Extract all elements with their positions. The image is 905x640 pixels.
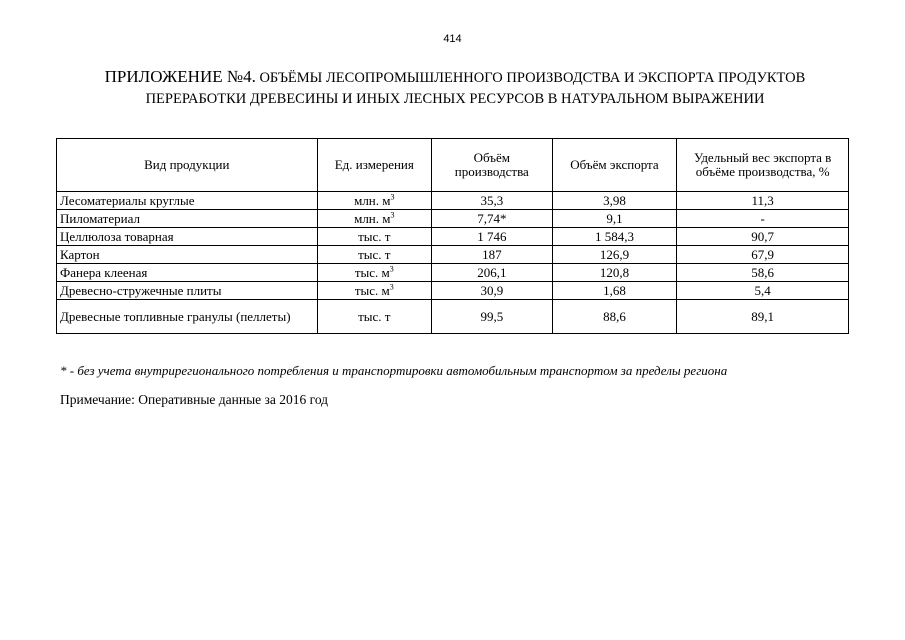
header-production: Объём производства: [432, 139, 553, 192]
page-number: 414: [443, 33, 462, 45]
table-row: [57, 210, 849, 228]
cell-unit: [317, 264, 431, 282]
cell-unit: [317, 192, 431, 210]
cell-export-share: 89,1: [677, 300, 849, 334]
header-export: Объём экспорта: [552, 139, 677, 192]
unit-superscript: 3: [389, 282, 394, 292]
cell-product: Пиломатериал: [57, 210, 318, 228]
production-export-table: [56, 138, 849, 334]
unit-superscript: 3: [389, 264, 394, 274]
note: Примечание: Оперативные данные за 2016 год: [60, 392, 329, 407]
cell-product: Лесоматериалы круглые: [57, 192, 318, 210]
unit-superscript: 3: [390, 192, 395, 202]
unit-text: тыс. т: [358, 228, 391, 244]
table-row: [57, 300, 849, 334]
appendix-title: [60, 66, 850, 110]
cell-production: 1 746: [432, 228, 553, 246]
cell-export-share: 5,4: [677, 282, 849, 300]
unit-text: млн. м: [354, 192, 391, 208]
unit-text: тыс. т: [358, 308, 391, 324]
table-row: [57, 228, 849, 246]
cell-product: Картон: [57, 246, 318, 264]
cell-unit: [317, 300, 431, 334]
header-export-share: Удельный вес экспорта в объёме производства, %: [677, 139, 849, 192]
cell-export: 1 584,3: [552, 228, 677, 246]
cell-export: 88,6: [552, 300, 677, 334]
header-product: Вид продукции: [57, 139, 318, 192]
cell-export: 120,8: [552, 264, 677, 282]
cell-production: 206,1: [432, 264, 553, 282]
unit-superscript: 3: [390, 210, 395, 220]
cell-production: 30,9: [432, 282, 553, 300]
cell-export: 9,1: [552, 210, 677, 228]
cell-export-share: 58,6: [677, 264, 849, 282]
cell-unit: [317, 246, 431, 264]
unit-text: тыс. т: [358, 246, 391, 262]
cell-product: Древесные топливные гранулы (пеллеты): [57, 300, 318, 334]
cell-production: 99,5: [432, 300, 553, 334]
cell-export-share: 67,9: [677, 246, 849, 264]
cell-product: Целлюлоза товарная: [57, 228, 318, 246]
cell-production: 7,74*: [432, 210, 553, 228]
table-header-row: [57, 139, 849, 192]
appendix-title-rest: ОБЪЁМЫ ЛЕСОПРОМЫШЛЕННОГО ПРОИЗВОДСТВА И ЭКСПОРТА ПРОДУКТОВ ПЕРЕРАБОТКИ ДРЕВЕСИНЫ И ИНЫХ ЛЕСНЫХ РЕСУРСОВ В НАТУРАЛЬНОМ ВЫРАЖЕНИИ: [145, 70, 806, 107]
table-row: [57, 264, 849, 282]
cell-export-share: -: [677, 210, 849, 228]
table-row: [57, 246, 849, 264]
cell-export: 3,98: [552, 192, 677, 210]
header-unit: Ед. измерения: [317, 139, 431, 192]
cell-export-share: 90,7: [677, 228, 849, 246]
appendix-title-lead: ПРИЛОЖЕНИЕ №4.: [104, 67, 256, 86]
cell-export-share: 11,3: [677, 192, 849, 210]
unit-text: тыс. м: [354, 264, 390, 280]
cell-export: 126,9: [552, 246, 677, 264]
cell-unit: [317, 282, 431, 300]
unit-text: млн. м: [354, 210, 391, 226]
table-row: [57, 192, 849, 210]
cell-unit: [317, 210, 431, 228]
table-row: [57, 282, 849, 300]
cell-production: 187: [432, 246, 553, 264]
cell-product: Древесно-стружечные плиты: [57, 282, 318, 300]
unit-text: тыс. м: [354, 282, 390, 298]
cell-export: 1,68: [552, 282, 677, 300]
footnote: * - без учета внутрирегионального потребления и транспортировки автомобильным транспортом за пределы региона: [60, 363, 728, 378]
cell-production: 35,3: [432, 192, 553, 210]
cell-product: Фанера клееная: [57, 264, 318, 282]
cell-unit: [317, 228, 431, 246]
